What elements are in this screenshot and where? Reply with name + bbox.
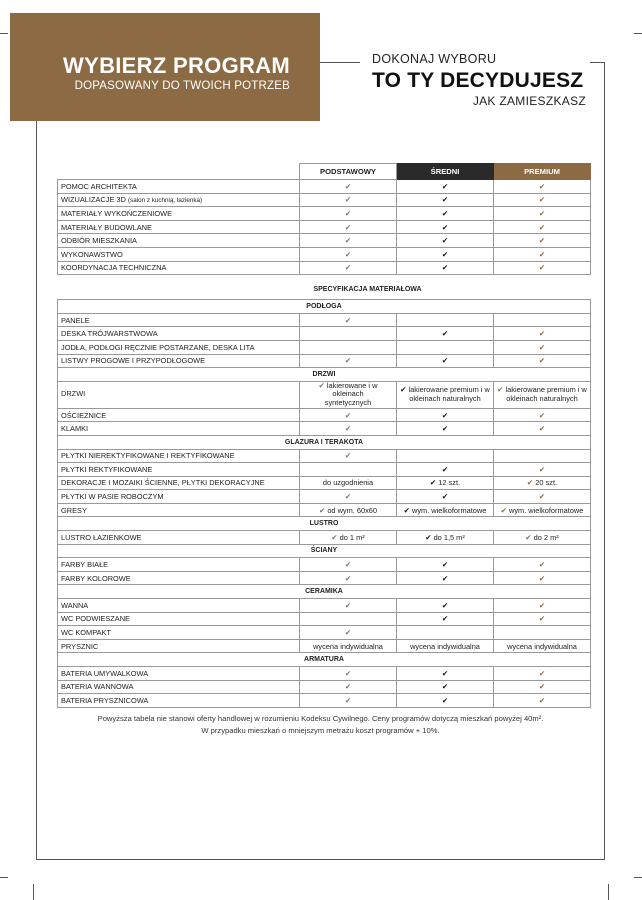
header-empty — [58, 164, 300, 180]
row-label: PANELE — [58, 313, 300, 327]
table-row — [58, 531, 591, 545]
mirror-mid: do 1,5 m² — [433, 532, 465, 542]
row-label: PŁYTKI W PASIE ROBOCZYM — [58, 490, 300, 504]
section-ceramics: CERAMIKA — [58, 585, 591, 599]
table-row — [58, 207, 591, 221]
table-row — [58, 422, 591, 436]
table-row — [58, 463, 591, 477]
table-row — [58, 261, 591, 275]
shower-premium: wycena indywidualna — [494, 639, 591, 653]
table-row — [58, 247, 591, 261]
row-label: FARBY KOLOROWE — [58, 571, 300, 585]
decor-basic: do uzgodnienia — [300, 476, 397, 490]
check-icon: ✔ — [441, 668, 449, 678]
check-icon: ✔ — [441, 329, 449, 339]
comparison-table — [57, 163, 591, 708]
table-row — [58, 667, 591, 681]
crop-mark — [0, 877, 8, 878]
check-icon: ✔ — [344, 249, 352, 259]
check-icon: ✔ — [344, 356, 352, 366]
table-header — [58, 164, 591, 180]
check-icon: ✔ — [344, 573, 352, 583]
check-icon: ✔ — [344, 600, 352, 610]
check-icon: ✔ — [538, 492, 546, 502]
check-icon: ✔ — [344, 424, 352, 434]
check-icon: ✔ — [538, 208, 546, 218]
check-icon: ✔ — [403, 505, 410, 515]
check-icon: ✔ — [441, 614, 449, 624]
check-icon: ✔ — [429, 478, 437, 488]
row-label: PRYSZNIC — [58, 639, 300, 653]
check-icon: ✔ — [344, 682, 352, 692]
check-icon: ✔ — [344, 492, 352, 502]
gres-basic: od wym. 60x60 — [327, 505, 378, 515]
check-icon: ✔ — [538, 560, 546, 570]
row-label: FARBY BIAŁE — [58, 558, 300, 572]
gres-premium: wym. wielkoformatowe — [509, 505, 584, 515]
table-row — [58, 490, 591, 504]
check-icon: ✔ — [538, 682, 546, 692]
check-icon: ✔ — [538, 356, 546, 366]
row-label — [58, 193, 300, 207]
check-icon: ✔ — [538, 464, 546, 474]
table-row — [58, 327, 591, 341]
table-row — [58, 680, 591, 694]
check-icon: ✔ — [441, 181, 449, 191]
row-label: WANNA — [58, 599, 300, 613]
table-row — [58, 612, 591, 626]
table-row — [58, 354, 591, 368]
table-row — [58, 234, 591, 248]
tagline-line3: JAK ZAMIESZKASZ — [472, 94, 586, 108]
tagline-line1: DOKONAJ WYBORU — [372, 52, 497, 66]
row-label: DEKORACJE I MOZAIKI ŚCIENNE, PŁYTKI DEKORACYJNE — [58, 476, 300, 490]
row-label: WYKONAWSTWO — [58, 247, 300, 261]
table-row — [58, 599, 591, 613]
check-icon: ✔ — [344, 181, 352, 191]
section-walls: ŚCIANY — [58, 544, 591, 558]
table-row — [58, 503, 591, 517]
check-icon: ✔ — [441, 410, 449, 420]
check-icon: ✔ — [538, 263, 546, 273]
row-label: WC KOMPAKT — [58, 626, 300, 640]
brand-box — [10, 13, 320, 121]
section-doors: DRZWI — [58, 368, 591, 382]
check-icon: ✔ — [344, 208, 352, 218]
footnote-line1: Powyższa tabela nie stanowi oferty handlowej w rozumieniu Kodeksu Cywilnego. Ceny programów dotyczą mieszkań powyżej 40m². — [97, 714, 544, 723]
brand-title: WYBIERZ PROGRAM — [63, 53, 290, 78]
table-row — [58, 193, 591, 207]
check-icon: ✔ — [538, 600, 546, 610]
check-icon: ✔ — [526, 478, 534, 488]
footnote — [40, 713, 601, 737]
check-icon: ✔ — [538, 668, 546, 678]
row-label: WC PODWIESZANE — [58, 612, 300, 626]
check-icon: ✔ — [344, 410, 352, 420]
check-icon: ✔ — [344, 236, 352, 246]
check-icon: ✔ — [441, 573, 449, 583]
row-label: DESKA TRÓJWARSTWOWA — [58, 327, 300, 341]
check-icon: ✔ — [441, 492, 449, 502]
row-label: JODŁA, PODŁOGI RĘCZNIE POSTARZANE, DESKA LITA — [58, 340, 300, 354]
doors-premium-text: lakierowane premium i w okleinach naturalnych — [505, 385, 587, 403]
section-fittings: ARMATURA — [58, 653, 591, 667]
tagline-line2: TO TY DECYDUJESZ — [372, 69, 584, 92]
check-icon: ✔ — [538, 249, 546, 259]
row-label: BATERIA PRYSZNICOWA — [58, 694, 300, 708]
decor-premium: 20 szt. — [535, 478, 558, 488]
doors-mid-text: lakierowane premium i w okleinach naturalnych — [408, 385, 490, 403]
row-label: PŁYTKI NIEREKTYFIKOWANE I REKTYFIKOWANE — [58, 449, 300, 463]
crop-mark — [634, 33, 642, 34]
check-icon: ✔ — [344, 451, 352, 461]
table-row — [58, 340, 591, 354]
row-label: GRESY — [58, 503, 300, 517]
check-icon: ✔ — [538, 614, 546, 624]
check-icon: ✔ — [344, 560, 352, 570]
row-label: LISTWY PROGOWE I PRZYPODŁOGOWE — [58, 354, 300, 368]
check-icon: ✔ — [441, 695, 449, 705]
check-icon: ✔ — [400, 385, 407, 395]
footnote-line2: W przypadku mieszkań o mniejszym metrażu koszt programów + 10%. — [201, 726, 440, 735]
check-icon: ✔ — [441, 560, 449, 570]
check-icon: ✔ — [344, 195, 352, 205]
table-row — [58, 571, 591, 585]
shower-mid: wycena indywidualna — [397, 639, 494, 653]
check-icon: ✔ — [538, 342, 546, 352]
doors-basic-text: lakierowane i w okleinach syntetycznych — [324, 381, 378, 407]
row-label: MATERIAŁY WYKOŃCZENIOWE — [58, 207, 300, 221]
row-label: KLAMKI — [58, 422, 300, 436]
row-label: DRZWI — [58, 381, 300, 408]
check-icon: ✔ — [331, 532, 338, 542]
crop-mark — [0, 33, 8, 34]
mirror-premium: do 2 m² — [533, 532, 559, 542]
row-label: PŁYTKI REKTYFIKOWANE — [58, 463, 300, 477]
crop-mark — [634, 877, 642, 878]
check-icon: ✔ — [538, 181, 546, 191]
section-tiles: GLAZURA I TERAKOTA — [58, 435, 591, 449]
check-icon: ✔ — [538, 236, 546, 246]
table-row — [58, 626, 591, 640]
decor-mid: 12 szt. — [438, 478, 461, 488]
check-icon: ✔ — [538, 424, 546, 434]
table-row — [58, 381, 591, 408]
row-label: MATERIAŁY BUDOWLANE — [58, 220, 300, 234]
row-label: POMOC ARCHITEKTA — [58, 180, 300, 194]
row-label: KOORDYNACJA TECHNICZNA — [58, 261, 300, 275]
table-row — [58, 180, 591, 194]
check-icon: ✔ — [441, 222, 449, 232]
gres-mid: wym. wielkoformatowe — [412, 505, 487, 515]
spec-title: SPECYFIKACJA MATERIAŁOWA — [313, 285, 422, 293]
check-icon: ✔ — [441, 263, 449, 273]
check-icon: ✔ — [344, 695, 352, 705]
check-icon: ✔ — [538, 695, 546, 705]
header-premium: PREMIUM — [494, 164, 591, 180]
check-icon: ✔ — [441, 249, 449, 259]
row-label: BATERIA UMYWALKOWA — [58, 667, 300, 681]
check-icon: ✔ — [318, 505, 326, 515]
check-icon: ✔ — [538, 410, 546, 420]
check-icon: ✔ — [538, 573, 546, 583]
table-row — [58, 220, 591, 234]
section-mirror: LUSTRO — [58, 517, 591, 531]
check-icon: ✔ — [344, 668, 352, 678]
crop-mark — [33, 884, 34, 900]
row-label: LUSTRO ŁAZIENKOWE — [58, 531, 300, 545]
table-row — [58, 408, 591, 422]
tagline — [360, 50, 590, 112]
check-icon: ✔ — [344, 315, 352, 325]
brand-subtitle: DOPASOWANY DO TWOICH POTRZEB — [74, 80, 290, 92]
crop-mark — [608, 884, 609, 900]
check-icon: ✔ — [318, 381, 325, 390]
check-icon: ✔ — [500, 505, 507, 515]
check-icon: ✔ — [497, 385, 504, 395]
table-row — [58, 449, 591, 463]
check-icon: ✔ — [441, 208, 449, 218]
header-mid: ŚREDNI — [397, 164, 494, 180]
check-icon: ✔ — [441, 236, 449, 246]
row-label: BATERIA WANNOWA — [58, 680, 300, 694]
check-icon: ✔ — [441, 356, 449, 366]
check-icon: ✔ — [441, 464, 449, 474]
check-icon: ✔ — [344, 628, 352, 638]
check-icon: ✔ — [441, 600, 449, 610]
check-icon: ✔ — [441, 424, 449, 434]
row-label: OŚCIEŻNICE — [58, 408, 300, 422]
check-icon: ✔ — [538, 329, 546, 339]
mirror-basic: do 1 m² — [339, 532, 365, 542]
check-icon: ✔ — [525, 532, 532, 542]
section-floor: PODŁOGA — [58, 300, 591, 314]
check-icon: ✔ — [425, 532, 432, 542]
check-icon: ✔ — [344, 263, 352, 273]
row-label-text: WIZUALIZACJE 3D — [61, 194, 126, 204]
check-icon: ✔ — [441, 195, 449, 205]
table-row — [58, 639, 591, 653]
shower-basic: wycena indywidualna — [300, 639, 397, 653]
row-label-note: (salon z kuchnią, łazienka) — [127, 196, 203, 204]
check-icon: ✔ — [538, 222, 546, 232]
table-row — [58, 694, 591, 708]
check-icon: ✔ — [538, 195, 546, 205]
header-basic: PODSTAWOWY — [300, 164, 397, 180]
check-icon: ✔ — [344, 222, 352, 232]
check-icon: ✔ — [441, 682, 449, 692]
table-row — [58, 476, 591, 490]
table-row — [58, 313, 591, 327]
row-label: ODBIÓR MIESZKANIA — [58, 234, 300, 248]
table-row — [58, 558, 591, 572]
